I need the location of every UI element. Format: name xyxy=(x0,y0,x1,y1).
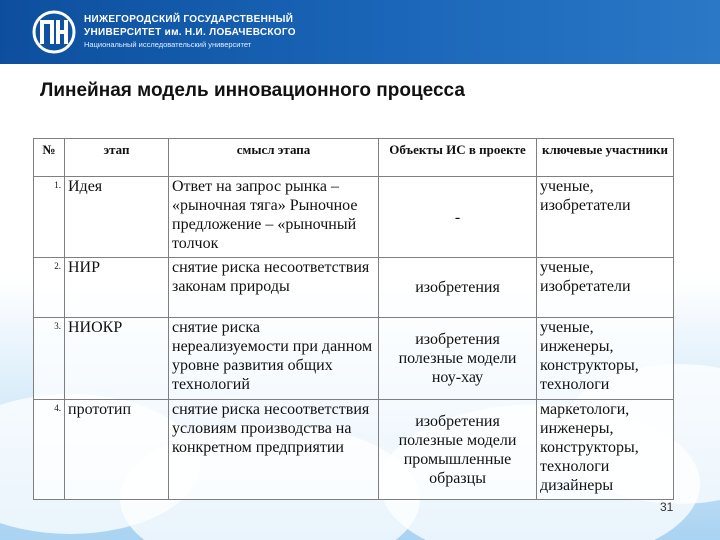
row-objects: - xyxy=(379,177,537,258)
header-participants: ключевые участники xyxy=(537,139,674,177)
header-meaning: смысл этапа xyxy=(169,139,379,177)
row-participants: ученые, изобретатели xyxy=(537,258,674,318)
table-row xyxy=(34,318,674,400)
header-bar xyxy=(0,0,720,64)
nnu-logo-icon xyxy=(30,10,78,54)
header-stage: этап xyxy=(65,139,169,177)
row-stage: Идея xyxy=(65,177,169,258)
slide-title: Линейная модель инновационного процесса xyxy=(40,80,465,101)
row-participants: ученые, инженеры, конструкторы, технологи xyxy=(537,318,674,400)
university-line3: Национальный исследовательский университет xyxy=(84,40,252,49)
row-number: 4. xyxy=(34,400,65,500)
table-row xyxy=(34,177,674,258)
row-stage: прототип xyxy=(65,400,169,500)
row-meaning: снятие риска несоответствия условиям производства на конкретном предприятии xyxy=(169,400,379,500)
university-line2: УНИВЕРСИТЕТ им. Н.И. ЛОБАЧЕВСКОГО xyxy=(84,27,296,38)
table-row xyxy=(34,258,674,318)
row-meaning: Ответ на запрос рынка – «рыночная тяга» Рыночное предложение – «рыночный толчок xyxy=(169,177,379,258)
row-participants: ученые, изобретатели xyxy=(537,177,674,258)
row-meaning: снятие риска нереализуемости при данном уровне развития общих технологий xyxy=(169,318,379,400)
table-row xyxy=(34,400,674,500)
row-stage: НИОКР xyxy=(65,318,169,400)
row-meaning: снятие риска несоответствия законам природы xyxy=(169,258,379,318)
header-objects: Объекты ИС в проекте xyxy=(379,139,537,177)
university-line1: НИЖЕГОРОДСКИЙ ГОСУДАРСТВЕННЫЙ xyxy=(84,14,294,25)
row-number: 1. xyxy=(34,177,65,258)
row-objects: изобретения xyxy=(379,258,537,318)
header-number: № xyxy=(34,139,65,177)
row-stage: НИР xyxy=(65,258,169,318)
innovation-stages-table xyxy=(33,138,674,500)
row-objects: изобретения полезные модели ноу-хау xyxy=(379,318,537,400)
row-number: 3. xyxy=(34,318,65,400)
row-number: 2. xyxy=(34,258,65,318)
row-objects: изобретения полезные модели промышленные образцы xyxy=(379,400,537,500)
row-participants: маркетологи, инженеры, конструкторы, технологи дизайнеры xyxy=(537,400,674,500)
page-number: 31 xyxy=(660,500,674,514)
university-name xyxy=(84,13,296,50)
table-header-row xyxy=(34,139,674,177)
